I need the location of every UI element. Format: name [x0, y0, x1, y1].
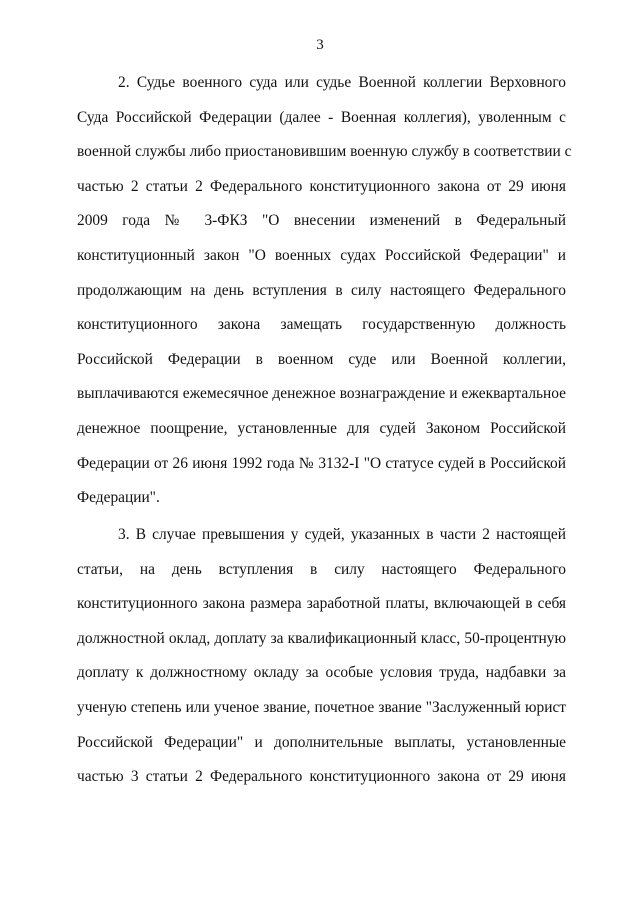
text-line: выплачиваются ежемесячное денежное вознаграждение и ежеквартальное [77, 385, 566, 403]
text-line: конституционный закон "О военных судах Российской Федерации" и [77, 246, 566, 264]
page-number: 3 [316, 37, 324, 53]
text-line: частью 3 статьи 2 Федерального конституционного закона от 29 июня [77, 768, 566, 786]
text-line: Российской Федерации в военном суде или Военной коллегии, [77, 350, 566, 368]
text-line: ученую степень или ученое звание, почетное звание "Заслуженный юрист [77, 698, 566, 716]
text-line: Российской Федерации" и дополнительные выплаты, установленные [77, 733, 566, 751]
text-line: конституционного закона размера заработной платы, включающей в себя [77, 595, 566, 613]
text-line: должностной оклад, доплату за квалификационный класс, 50-процентную [77, 629, 566, 647]
text-line: 3. В случае превышения у судей, указанных в части 2 настоящей [118, 526, 566, 543]
text-line: Суда Российской Федерации (далее - Военная коллегия), уволенным с [77, 108, 566, 126]
paragraph-3 [77, 518, 566, 795]
text-line: военной службы либо приостановившим военную службу в соответствии с [77, 143, 572, 161]
text-line: статьи, на день вступления в силу настоящего Федерального [77, 560, 566, 578]
text-line: Федерации". [77, 489, 160, 507]
text-line: 2009 года № 3-ФКЗ "О внесении изменений в Федеральный [77, 212, 566, 230]
text-line: частью 2 статьи 2 Федерального конституционного закона от 29 июня [77, 177, 566, 195]
text-line: продолжающим на день вступления в силу настоящего Федерального [77, 281, 566, 299]
text-line: конституционного закона замещать государственную должность [77, 316, 566, 334]
text-line: 2. Судье военного суда или судье Военной коллегии Верховного [118, 74, 566, 91]
text-line: Федерации от 26 июня 1992 года № 3132-I "О статусе судей в Российской [77, 454, 566, 472]
text-line: денежное поощрение, установленные для судей Законом Российской [77, 419, 566, 437]
text-line: доплату к должностному окладу за особые условия труда, надбавки за [77, 664, 566, 682]
paragraph-2 [77, 66, 572, 516]
